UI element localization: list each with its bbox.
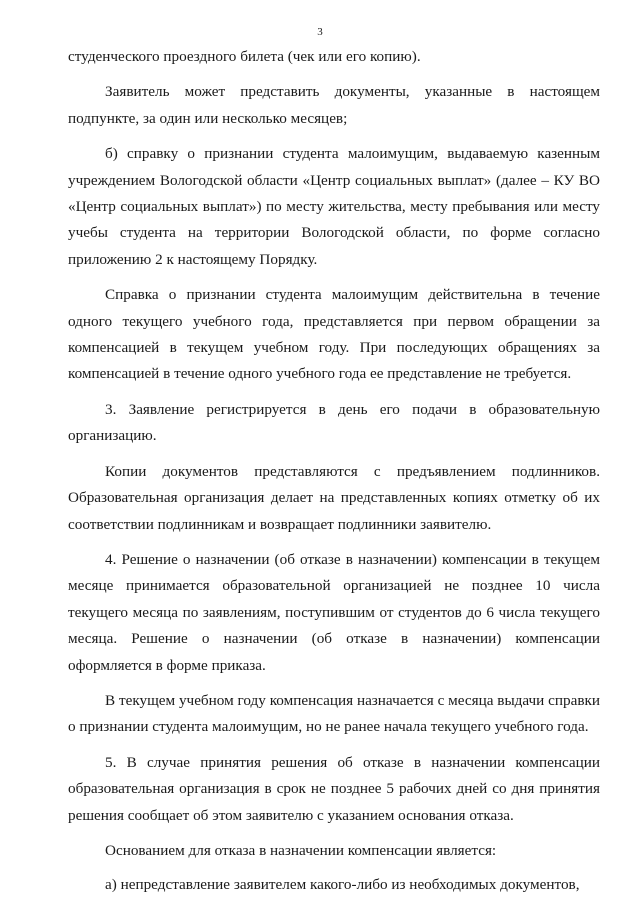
paragraph-refusal-grounds: Основанием для отказа в назначении компенсации является: — [105, 841, 497, 859]
paragraph-item-5: 5. В случае принятия решения об отказе в назначении компенсации образовательная организация в срок не позднее 5 рабочих дней со дня принятия решения сообщает об этом заявителю с указанием основания отказа. — [68, 753, 600, 824]
paragraph-copies: Копии документов представляются с предъявлением подлинников. Образовательная организация делает на представленных копиях отметку об их соответствии подлинникам и возвращает подлинники заявителю. — [68, 462, 600, 533]
paragraph-item-4: 4. Решение о назначении (об отказе в назначении) компенсации в текущем месяце принимается образовательной организацией не позднее 10 числа текущего месяца по заявлениям, поступившим от студентов до 6 числа текущего месяца. Решение о назначении (об отказе в назначении) компенсации оформляется в форме приказа. — [68, 550, 600, 674]
paragraph-item-a: а) непредставление заявителем какого-либо из необходимых документов, — [105, 876, 580, 894]
paragraph-continuation: студенческого проездного билета (чек или его копию). — [68, 48, 421, 65]
paragraph-item-3: 3. Заявление регистрируется в день его подачи в образовательную организацию. — [68, 400, 600, 445]
paragraph-applicant-documents: Заявитель может представить документы, указанные в настоящем подпункте, за один или несколько месяцев; — [68, 83, 600, 127]
document-body — [68, 44, 600, 908]
paragraph-current-year: В текущем учебном году компенсация назначается с месяца выдачи справки о признании студента малоимущим, но не ранее начала текущего учебного года. — [68, 691, 600, 736]
paragraph-item-b: б) справку о признании студента малоимущим, выдаваемую казенным учреждением Вологодской области «Центр социальных выплат» (далее – КУ ВО «Центр социальных выплат») по месту жительства, месту пребывания или месту учебы студента на территории Вологодской области, по форме согласно приложению 2 к настоящему Порядку. — [68, 145, 600, 268]
paragraph-certificate-validity: Справка о признании студента малоимущим действительна в течение одного текущего учебного года, представляется при первом обращении за компенсацией в текущем учебном году. При последующих обращениях за компенсацией в течение одного учебного года ее представление не требуется. — [68, 286, 600, 383]
page-number: 3 — [317, 26, 323, 38]
